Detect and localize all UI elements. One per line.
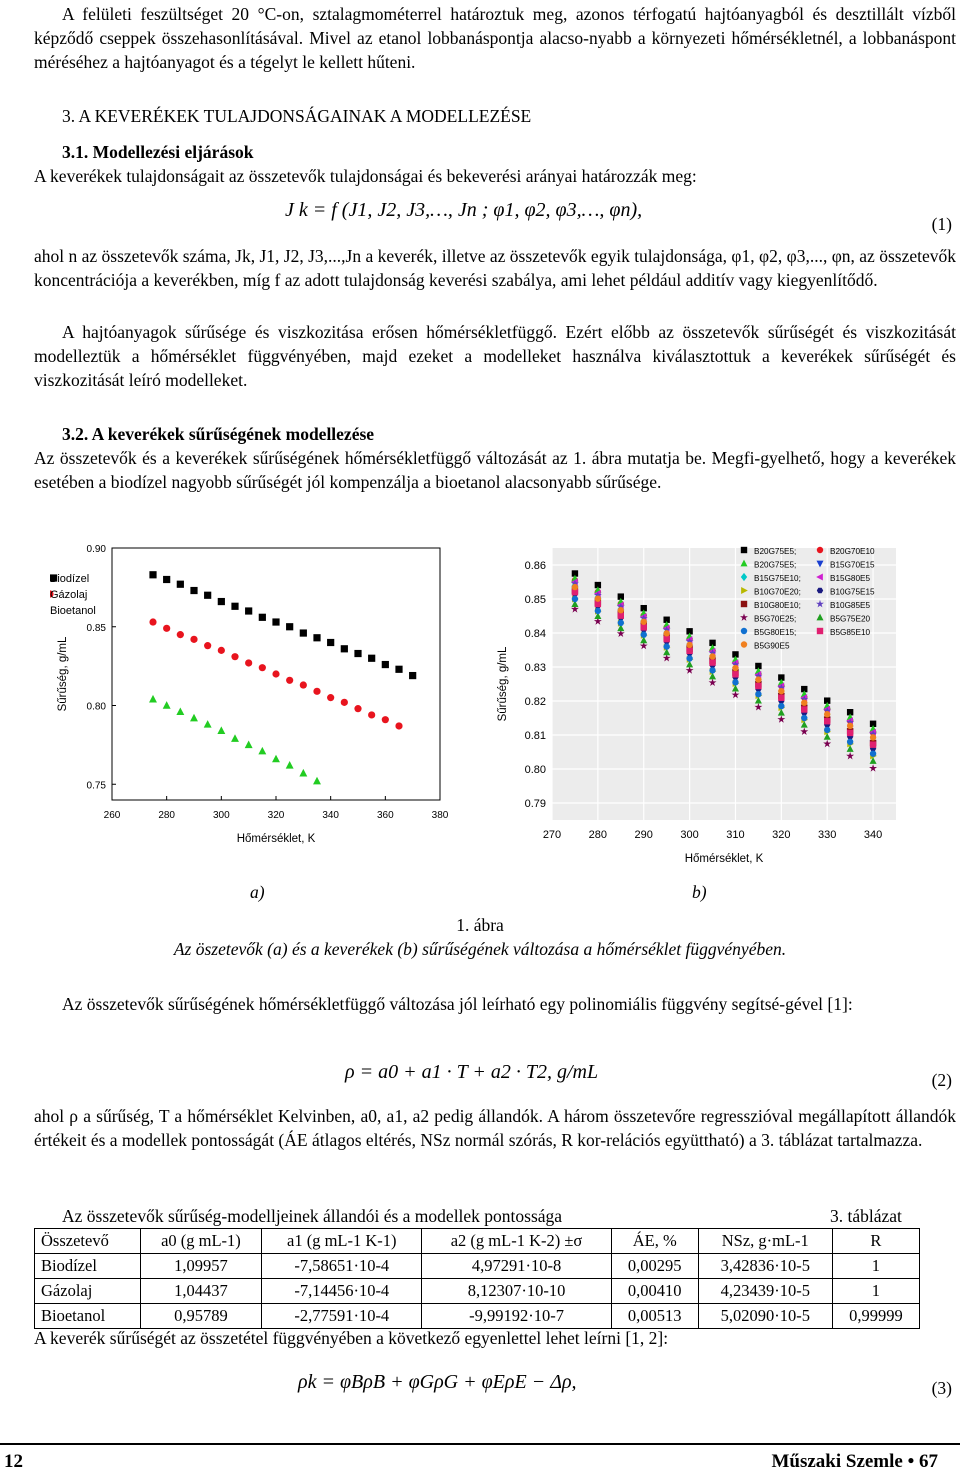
table-cell: -2,77591·10-4	[262, 1304, 422, 1329]
data-point	[149, 618, 156, 625]
data-point	[395, 666, 402, 673]
data-point	[327, 639, 334, 646]
data-point	[163, 701, 171, 709]
data-point	[354, 705, 361, 712]
data-point	[204, 642, 211, 649]
legend-label: Biodízel	[50, 573, 90, 585]
data-point	[778, 703, 784, 709]
legend-label: B10G70E20;	[754, 587, 801, 597]
section-31-p2: ahol n az összetevők száma, Jk, J1, J2, J3,...,Jn a keverék, illetve az összetevők egyik tulajdonsága, φ1, φ2, φ3,..., φn, az összetevők koncentrációja a keverékben, míg f az adott tulajdonság keverési szabálya, ami lehet például additív vagy kiegyenlítődő.	[34, 246, 956, 290]
table-cell: 3,42836·10-5	[698, 1254, 832, 1279]
table-title: Az összetevők sűrűség-modelljeinek állandói és a modellek pontossága	[62, 1206, 563, 1226]
data-point	[709, 653, 715, 659]
legend-label: B20G75E5;	[754, 560, 797, 570]
data-point	[313, 777, 321, 785]
data-point	[368, 655, 375, 662]
x-tick-label: 320	[267, 810, 285, 821]
table-number: 3. táblázat	[830, 1206, 902, 1226]
data-point	[286, 623, 293, 630]
data-point	[177, 631, 184, 638]
data-point	[732, 671, 738, 677]
data-point	[755, 683, 761, 689]
data-point	[618, 612, 624, 618]
poly-intro: Az összetevők sűrűségének hőmérsékletfüggő változása jól leírható egy polinomiális függvény segítsé-gével [1]:	[62, 994, 853, 1014]
table-cell: 1	[832, 1279, 919, 1304]
y-tick-label: 0.80	[86, 701, 106, 713]
data-point	[686, 655, 692, 661]
data-point	[618, 607, 624, 613]
figure-label-b: b)	[692, 882, 707, 902]
y-tick-label: 0.90	[86, 544, 106, 555]
data-point	[190, 587, 197, 594]
data-point	[641, 624, 647, 630]
data-point	[300, 681, 307, 688]
x-axis-label: Hőmérséklet, K	[684, 853, 764, 865]
data-point	[663, 630, 669, 636]
data-point	[204, 720, 212, 728]
table-cell: Biodízel	[35, 1254, 141, 1279]
data-point	[177, 581, 184, 588]
y-axis-label: Sűrűség, g/mL	[57, 636, 69, 712]
data-point	[272, 670, 279, 677]
section-32-p1: Az összetevők és a keverékek sűrűségének hőmérsékletfüggő változását az 1. ábra mutatja be. Megfi-gyelhető, hogy a keverékek esetében a biodízel nagyobb sűrűségét jól kompenzálja a bioetanol alacsonyabb sűrűsége.	[34, 448, 956, 492]
data-point	[176, 707, 184, 715]
table-header: ÁE, %	[611, 1229, 698, 1254]
data-point	[755, 691, 761, 697]
table-header: R	[832, 1229, 919, 1254]
data-point	[709, 667, 715, 673]
data-point	[149, 571, 156, 578]
legend-label: B20G70E10	[830, 547, 875, 556]
legend-label: B5G80E15;	[754, 628, 797, 637]
data-point	[313, 688, 320, 695]
figure-caption: Az öszetevők (a) és a keverékek (b) sűrűségének változása a hőmérséklet függvényében.	[173, 939, 787, 959]
legend-label: Gázolaj	[50, 589, 88, 601]
chart-b	[490, 538, 910, 888]
table-cell: 1	[832, 1254, 919, 1279]
data-point	[190, 636, 197, 643]
intro-paragraph: A felületi feszültséget 20 °C-on, sztalagmométerrel határoztuk meg, azonos térfogatú hajtóanyagból és desztillált vízből képződő cseppek összehasonlításával. Mivel az etanol lobbanáspontja alacso-nyabb a környezeti hőmérsékletnél, a lobbanáspont méréséhez a hajtóanyagot és a tégelyt le kellett hűteni.	[34, 4, 956, 72]
y-tick-label: 0.86	[524, 560, 546, 572]
data-point	[286, 677, 293, 684]
legend-label: B15G70E15	[830, 560, 875, 570]
data-point	[595, 595, 601, 601]
data-point	[709, 659, 715, 665]
y-tick-label: 0.80	[524, 764, 546, 776]
x-tick-label: 280	[158, 810, 176, 821]
data-point	[870, 751, 876, 757]
table-row	[35, 1254, 920, 1279]
table-cell: 5,02090·10-5	[698, 1304, 832, 1329]
data-point	[801, 706, 807, 712]
section-3-title: 3. A KEVERÉKEK TULAJDONSÁGAINAK A MODELLEZÉSE	[62, 106, 532, 126]
figure-number: 1. ábra	[456, 915, 504, 935]
data-point	[272, 618, 279, 625]
data-point	[341, 699, 348, 706]
data-point	[163, 625, 170, 632]
data-point	[663, 643, 669, 649]
table-cell: Bioetanol	[35, 1304, 141, 1329]
x-tick-label: 290	[634, 829, 653, 841]
legend-label: Bioetanol	[50, 605, 96, 617]
data-point	[817, 628, 823, 634]
data-point	[163, 576, 170, 583]
figure-label-a: a)	[250, 882, 265, 902]
section-31-p3: A hajtóanyagok sűrűsége és viszkozitása erősen hőmérsékletfüggő. Ezért előbb az összetevők sűrűségét és viszkozitását modelleztük a hőmérséklet függvényében, majd ezeket a modelleket használva kiválasztottuk a keverékek sűrűségét és viszkozitását leíró modelleket.	[34, 322, 956, 390]
table-cell: 0,00295	[611, 1254, 698, 1279]
legend-label: B15G75E10;	[754, 574, 801, 583]
poly-after: ahol ρ a sűrűség, T a hőmérséklet Kelvinben, a0, a1, a2 pedig állandók. A három összetevőre regresszióval megállapított állandók értékeit és a modellek pontosságát (ÁE átlagos eltérés, NSz normál szórás, R kor-relációs együttható) a 3. táblázat tartalmazza.	[34, 1106, 956, 1150]
section-31-p1: A keverékek tulajdonságait az összetevők tulajdonságai és bekeverési arányai határozzák meg:	[34, 166, 697, 186]
data-point	[663, 636, 669, 642]
data-point	[741, 547, 747, 553]
table-header: a0 (g mL-1)	[140, 1229, 261, 1254]
data-point	[395, 722, 402, 729]
data-point	[686, 648, 692, 654]
x-tick-label: 270	[542, 829, 562, 841]
data-point	[231, 603, 238, 610]
data-point	[382, 716, 389, 723]
journal-name: Műszaki Szemle • 67	[771, 1451, 938, 1472]
x-tick-label: 330	[818, 829, 837, 841]
data-point	[595, 608, 601, 614]
legend-label: B20G75E5;	[754, 547, 797, 556]
data-point	[231, 653, 238, 660]
y-tick-label: 0.82	[524, 696, 546, 708]
data-point	[870, 734, 876, 740]
data-point	[824, 727, 830, 733]
table-header: NSz, g·mL-1	[698, 1229, 832, 1254]
x-tick-label: 320	[772, 829, 791, 841]
data-point	[778, 688, 784, 694]
table-cell: 0,00513	[611, 1304, 698, 1329]
section-32-title: 3.2. A keverékek sűrűségének modellezése	[62, 424, 375, 444]
data-point	[354, 650, 361, 657]
data-point	[618, 620, 624, 626]
data-point	[755, 676, 761, 682]
equation-3: ρk = φBρB + φGρG + φEρE − Δρ,	[298, 1371, 577, 1393]
y-tick-label: 0.83	[524, 662, 546, 674]
x-axis-label: Hőmérséklet, K	[236, 833, 316, 845]
data-point	[847, 739, 853, 745]
data-point	[368, 711, 375, 718]
data-point	[382, 661, 389, 668]
data-point	[245, 741, 253, 749]
x-tick-label: 310	[726, 829, 745, 841]
table-cell: -9,99192·10-7	[422, 1304, 611, 1329]
data-point	[778, 695, 784, 701]
data-point	[686, 642, 692, 648]
table-cell: 1,04437	[140, 1279, 261, 1304]
x-tick-label: 360	[376, 810, 394, 821]
data-point	[741, 601, 747, 607]
table-3	[34, 1228, 920, 1329]
table-cell: 4,23439·10-5	[698, 1279, 832, 1304]
table-row	[35, 1279, 920, 1304]
equation-3-number: (3)	[931, 1378, 952, 1398]
y-tick-label: 0.79	[524, 798, 546, 810]
x-tick-label: 280	[588, 829, 608, 841]
table-header: a1 (g mL-1 K-1)	[262, 1229, 422, 1254]
data-point	[847, 730, 853, 736]
legend-label: B15G80E5	[830, 574, 871, 583]
y-tick-label: 0.81	[524, 730, 546, 742]
x-tick-label: 300	[680, 829, 699, 841]
data-point	[824, 711, 830, 717]
x-tick-label: 380	[431, 810, 449, 821]
x-tick-label: 260	[103, 810, 121, 821]
data-point	[204, 592, 211, 599]
data-point	[313, 634, 320, 641]
data-point	[870, 741, 876, 747]
equation-1-number: (1)	[931, 214, 952, 234]
data-point	[286, 761, 294, 769]
y-tick-label: 0.85	[86, 622, 106, 634]
equation-2-number: (2)	[931, 1070, 952, 1090]
data-point	[300, 629, 307, 636]
data-point	[149, 695, 157, 703]
data-point	[409, 672, 416, 679]
table-header: a2 (g mL-1 K-2) ±σ	[422, 1229, 611, 1254]
data-point	[817, 547, 823, 553]
data-point	[299, 769, 307, 777]
data-point	[259, 664, 266, 671]
data-point	[217, 726, 225, 734]
table-cell: 8,12307·10-10	[422, 1279, 611, 1304]
data-point	[245, 659, 252, 666]
data-point	[218, 647, 225, 654]
equation-2: ρ = a0 + a1 · T + a2 · T2, g/mL	[345, 1061, 599, 1083]
equation-1: J k = f (J1, J2, J3,…, Jn ; φ1, φ2, φ3,…, φn),	[285, 199, 643, 221]
data-point	[259, 614, 266, 621]
data-point	[258, 747, 266, 755]
table-cell: 1,09957	[140, 1254, 261, 1279]
table-header: Összetevő	[35, 1229, 141, 1254]
table-cell: 4,97291·10-8	[422, 1254, 611, 1279]
mix-intro: A keverék sűrűségét az összetétel függvényében a következő egyenlettel lehet leírni [1, 2]:	[34, 1328, 669, 1348]
y-tick-label: 0.84	[524, 628, 546, 640]
data-point	[741, 641, 747, 647]
data-point	[572, 584, 578, 590]
legend-label: B10G75E15	[830, 587, 875, 597]
legend-label: B5G70E25;	[754, 614, 797, 624]
data-point	[327, 694, 334, 701]
table-cell: 0,99999	[832, 1304, 919, 1329]
x-tick-label: 300	[212, 810, 230, 821]
data-point	[272, 755, 280, 763]
table-cell: -7,58651·10-4	[262, 1254, 422, 1279]
data-point	[732, 679, 738, 685]
data-point	[231, 734, 239, 742]
x-tick-label: 340	[322, 810, 340, 821]
data-point	[245, 607, 252, 614]
legend-label: B5G75E20	[830, 614, 871, 624]
footer-rule	[0, 1443, 960, 1445]
legend-label: B10G85E5	[830, 601, 871, 610]
table-cell: Gázolaj	[35, 1279, 141, 1304]
data-point	[732, 665, 738, 671]
data-point	[190, 714, 198, 722]
table-cell: 0,00410	[611, 1279, 698, 1304]
legend-label: B5G85E10	[830, 628, 871, 637]
data-point	[641, 632, 647, 638]
legend-label: B10G80E10;	[754, 601, 801, 610]
data-point	[847, 723, 853, 729]
data-point	[801, 700, 807, 706]
table-cell: 0,95789	[140, 1304, 261, 1329]
table-row	[35, 1304, 920, 1329]
data-point	[824, 718, 830, 724]
y-tick-label: 0.85	[524, 594, 546, 606]
table-cell: -7,14456·10-4	[262, 1279, 422, 1304]
data-point	[741, 628, 747, 634]
chart-a	[50, 538, 450, 878]
data-point	[341, 645, 348, 652]
y-axis-label: Sűrűség, g/mL	[497, 646, 509, 722]
x-tick-label: 340	[863, 829, 883, 841]
section-31-title: 3.1. Modellezési eljárások	[62, 142, 254, 162]
y-tick-label: 0.75	[86, 780, 106, 792]
legend-label: B5G90E5	[754, 641, 790, 651]
table-header-row	[35, 1229, 920, 1254]
data-point	[641, 619, 647, 625]
page-number: 12	[4, 1451, 23, 1472]
data-point	[801, 715, 807, 721]
data-point	[218, 598, 225, 605]
data-point	[572, 596, 578, 602]
